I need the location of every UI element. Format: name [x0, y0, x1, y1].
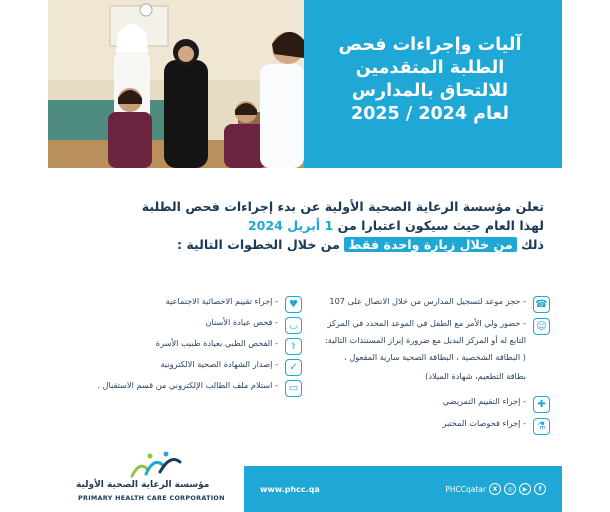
step-family-physician-exam: [70, 338, 302, 359]
steps-left-column: [70, 296, 302, 401]
youtube-icon[interactable]: ▶: [519, 483, 531, 495]
instagram-icon[interactable]: ◎: [504, 483, 516, 495]
step-lab-tests: [314, 418, 550, 432]
social-worker-icon: ♥: [285, 296, 302, 313]
step-text: التابع له أو المركز البديل مع ضرورة إبراز المستندات التالية:: [325, 335, 526, 345]
intro-line-3-suffix: من خلال الخطوات التالية :: [176, 237, 340, 252]
step-health-certificate: [70, 359, 302, 380]
step-text: - إجراء التقييم التمريضي: [442, 396, 526, 406]
poster: [48, 0, 562, 512]
tooth-icon: ◡: [285, 317, 302, 334]
step-text: - إجراء فحوصات المختبر: [442, 418, 526, 428]
phcc-logo-mark: [126, 450, 186, 484]
step-text: بطاقة التطعيم، شهادة الميلاد): [425, 371, 526, 381]
title-line-2: الطلبة المتقدمين: [355, 58, 505, 78]
org-name-english: PRIMARY HEALTH CARE CORPORATION: [78, 494, 225, 502]
intro-line-3: [140, 235, 544, 254]
step-text: - حجز موعد لتسجيل المدارس من خلال الاتصال على 107: [329, 296, 526, 306]
certificate-icon: ✓: [285, 359, 302, 376]
intro-line-2-prefix: لهذا العام حيث سيكون اعتبارا من: [337, 218, 544, 233]
intro-paragraph: [140, 197, 544, 254]
title-panel: [304, 0, 562, 168]
lab-icon: ⚗: [533, 418, 550, 435]
title-line-3: للالتحاق بالمدارس: [351, 81, 509, 101]
doctor-icon: ⚕: [285, 338, 302, 355]
step-text: - حضور ولي الأمر مع الطفل في الموعد المحدد في المركز: [327, 318, 526, 328]
step-dental-exam: [70, 317, 302, 338]
step-text: - إجراء تقييم الاخصائية الاجتماعية: [165, 296, 278, 306]
step-book-appointment: [314, 296, 550, 318]
step-text: - إصدار الشهادة الصحية الالكترونية: [160, 359, 278, 369]
org-name-arabic: مؤسسة الرعاية الصحية الأولية: [76, 480, 210, 490]
step-text: - استلام ملف الطالب الإلكتروني من قسم الاستقبال .: [97, 380, 278, 390]
step-text: - فحص عيادة الأسنان: [205, 317, 278, 327]
title-line-4: لعام 2024 / 2025: [351, 104, 509, 124]
step-attend-with-documents: [314, 318, 550, 396]
step-text: ( البطاقة الشخصية ، البطاقة الصحية سارية المفعول ،: [344, 352, 526, 362]
intro-line-2: [140, 216, 544, 235]
step-receive-file: [70, 380, 302, 401]
calendar-phone-icon: ☎: [533, 296, 550, 313]
intro-line-3-prefix: ذلك: [521, 237, 544, 252]
x-icon[interactable]: X: [489, 483, 501, 495]
single-visit-highlight: من خلال زيارة واحدة فقط: [344, 237, 516, 252]
step-nursing-assessment: [314, 396, 550, 418]
phcc-logo: [76, 450, 266, 506]
step-social-assessment: [70, 296, 302, 317]
footer-bar: [244, 466, 562, 512]
steps-right-column: [314, 296, 550, 432]
family-icon: ☺: [533, 318, 550, 335]
family-clinic-photo: [48, 0, 304, 168]
title-line-1: آليات وإجراءات فحص: [338, 35, 522, 55]
social-links: [440, 483, 546, 495]
intro-line-1: تعلن مؤسسة الرعاية الصحية الأولية عن بدء إجراءات فحص الطلبة: [141, 199, 544, 214]
social-handle[interactable]: PHCCqatar: [445, 484, 486, 494]
website-link[interactable]: www.phcc.qa: [260, 484, 320, 494]
nurse-icon: ✚: [533, 396, 550, 413]
start-date: 1 أبريل 2024: [247, 218, 334, 233]
facebook-icon[interactable]: f: [534, 483, 546, 495]
step-text: - الفحص الطبي بعيادة طبيب الأسرة: [155, 338, 278, 348]
id-card-icon: ▭: [285, 380, 302, 397]
